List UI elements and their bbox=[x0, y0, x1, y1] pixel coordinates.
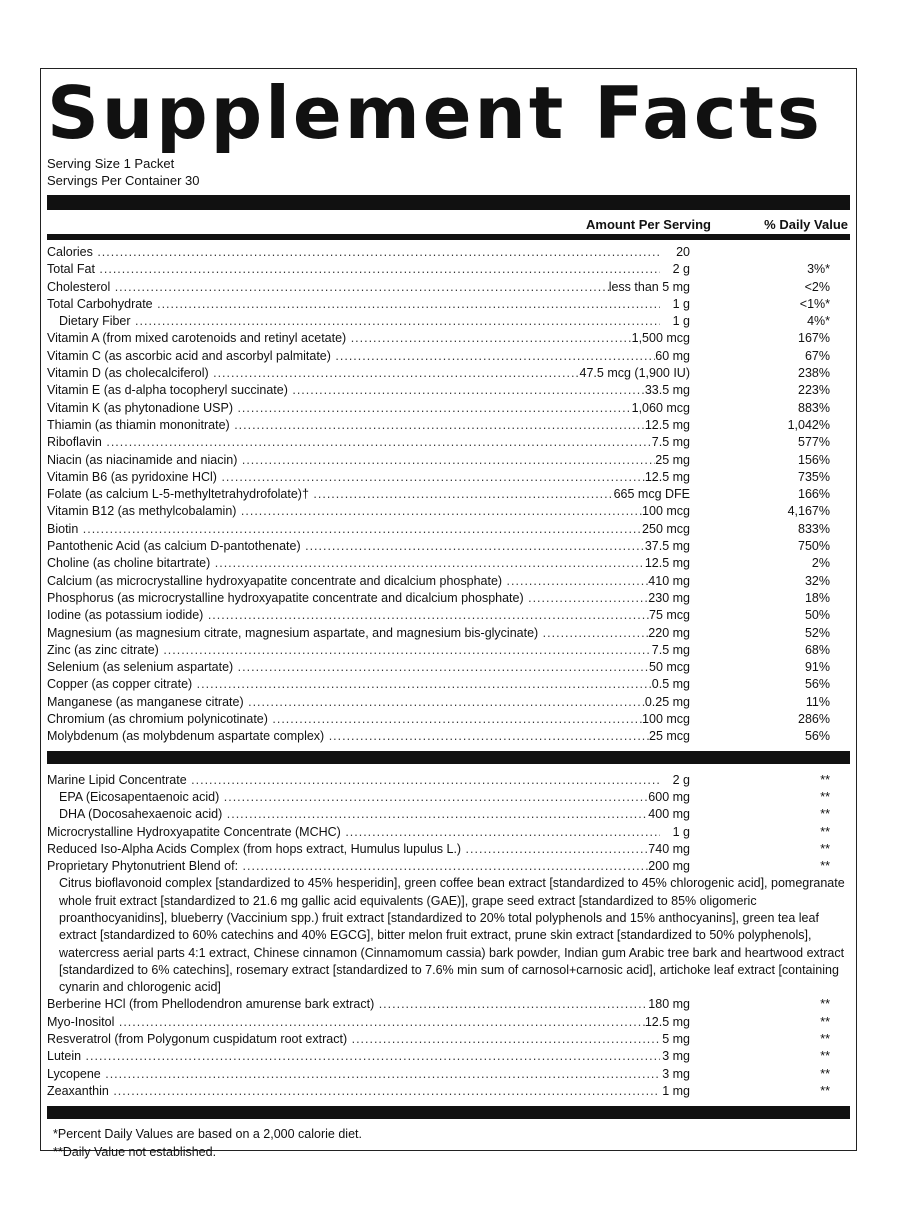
ingredient-daily-value bbox=[690, 1031, 850, 1048]
ingredient-row bbox=[47, 676, 850, 693]
blend-description: Citrus bioflavonoid complex [standardized to 45% hesperidin], green coffee bean extract [standardized to 45% chlorogenic acid], pomegranate whole fruit extract [standardized to 21.6 mg gallic acid equivalents (GAE)], grape seed extract [standardized to 85% oligomeric proanthocyanidins], blueberry (Vaccinium spp.) fruit extract [standardized to 20% total polyphenols and 15% anthocyanins], green tea leaf extract [standardized to 60% catechins and 40% EGCG], bitter melon fruit extract, prune skin extract [standardized to 50% polyphenols], watercress aerial parts 4:1 extract, Chinese cinnamon (Cinnamomum cassia) bark powder, Indian gum Arabic tree bark and heartwood extract [standardized to 6% catechins], rosemary extract [standardized to 7.6% min sum of carnosol+carnosic acid], artichoke leaf extract [containing cynarin and chlorogenic acid] bbox=[59, 876, 845, 995]
ingredient-daily-value bbox=[690, 555, 850, 572]
daily-value-text: ** bbox=[820, 789, 830, 804]
ingredient-amount: 0.25 mg bbox=[644, 694, 690, 709]
daily-value-text: 11% bbox=[805, 694, 830, 709]
ingredient-row bbox=[47, 348, 850, 365]
ingredient-daily-value bbox=[690, 365, 850, 382]
daily-value-text: 167% bbox=[798, 331, 830, 346]
ingredient-name: Vitamin A (from mixed carotenoids and retinyl acetate) ..... bbox=[47, 330, 632, 347]
ingredient-name: EPA (Eicosapentaenoic acid) ..... bbox=[47, 789, 648, 806]
ingredient-row bbox=[47, 434, 850, 451]
ingredient-row bbox=[47, 858, 850, 875]
ingredient-daily-value bbox=[690, 824, 850, 841]
daily-value-text: 4,167% bbox=[787, 504, 830, 519]
ingredient-daily-value bbox=[690, 694, 850, 711]
ingredient-row bbox=[47, 789, 850, 806]
ingredient-amount: 0.5 mg bbox=[651, 677, 690, 692]
supplement-facts-panel bbox=[40, 68, 857, 1160]
ingredient-amount: 1 g bbox=[672, 314, 690, 329]
ingredient-amount: 12.5 mg bbox=[644, 469, 690, 484]
ingredient-amount: 2 g bbox=[672, 262, 690, 277]
daily-value-text: ** bbox=[820, 841, 830, 856]
divider-thick bbox=[47, 195, 850, 210]
ingredient-row bbox=[47, 452, 850, 469]
ingredient-daily-value bbox=[690, 469, 850, 486]
ingredient-name: Zeaxanthin ..... bbox=[47, 1083, 660, 1100]
ingredient-daily-value bbox=[690, 279, 850, 296]
ingredient-amount: 1,060 mcg bbox=[631, 400, 690, 415]
ingredient-name: Vitamin D (as cholecalciferol) ..... bbox=[47, 365, 580, 382]
daily-value-text: ** bbox=[820, 1014, 830, 1029]
ingredient-name: Resveratrol (from Polygonum cuspidatum root extract) ..... bbox=[47, 1031, 660, 1048]
ingredient-row bbox=[47, 503, 850, 520]
ingredient-row bbox=[47, 296, 850, 313]
daily-value-text: ** bbox=[820, 1049, 830, 1064]
ingredient-amount: 25 mg bbox=[655, 452, 690, 467]
daily-value-text: ** bbox=[820, 807, 830, 822]
ingredient-amount: less than 5 mg bbox=[608, 279, 690, 294]
ingredient-row bbox=[47, 1031, 850, 1048]
daily-value-text: 56% bbox=[804, 729, 830, 744]
divider-section bbox=[47, 1106, 850, 1119]
nutrient-list bbox=[47, 244, 850, 746]
ingredient-row bbox=[47, 711, 850, 728]
ingredient-name: Lutein ..... bbox=[47, 1048, 660, 1065]
ingredient-row bbox=[47, 806, 850, 823]
ingredient-row bbox=[47, 694, 850, 711]
serving-size: Serving Size 1 Packet bbox=[47, 156, 175, 171]
ingredient-name: Vitamin C (as ascorbic acid and ascorbyl palmitate) ..... bbox=[47, 348, 655, 365]
daily-value-text: ** bbox=[820, 824, 830, 839]
ingredient-amount: 1,500 mcg bbox=[631, 331, 690, 346]
ingredient-row bbox=[47, 772, 850, 789]
ingredient-daily-value bbox=[690, 330, 850, 347]
daily-value-text: 91% bbox=[804, 660, 830, 675]
ingredient-row bbox=[47, 538, 850, 555]
ingredient-amount: 410 mg bbox=[648, 573, 690, 588]
daily-value-text: ** bbox=[820, 1066, 830, 1081]
ingredient-name: Manganese (as manganese citrate) ..... bbox=[47, 694, 645, 711]
ingredient-daily-value bbox=[690, 400, 850, 417]
ingredient-name: Total Carbohydrate ..... bbox=[47, 296, 660, 313]
ingredient-daily-value bbox=[690, 261, 850, 278]
daily-value-text: ** bbox=[820, 859, 830, 874]
ingredient-row bbox=[47, 365, 850, 382]
ingredient-daily-value bbox=[690, 1048, 850, 1065]
ingredient-name: Proprietary Phytonutrient Blend of: ..... bbox=[47, 858, 648, 875]
ingredient-daily-value bbox=[690, 659, 850, 676]
ingredient-daily-value bbox=[690, 348, 850, 365]
ingredient-daily-value bbox=[690, 573, 850, 590]
ingredient-daily-value bbox=[690, 1014, 850, 1031]
daily-value-text: 750% bbox=[798, 539, 830, 554]
ingredient-name: Thiamin (as thiamin mononitrate) ..... bbox=[47, 417, 645, 434]
daily-value-text: 56% bbox=[804, 677, 830, 692]
ingredient-daily-value bbox=[690, 313, 850, 330]
ingredient-daily-value bbox=[690, 858, 850, 875]
daily-value-text: 238% bbox=[798, 366, 830, 381]
ingredient-name: Magnesium (as magnesium citrate, magnesium aspartate, and magnesium bis-glycinate) ..... bbox=[47, 625, 648, 642]
page-title: Supplement Facts bbox=[47, 71, 823, 155]
ingredient-amount: 25 mcg bbox=[649, 729, 690, 744]
ingredient-row bbox=[47, 573, 850, 590]
amount-per-serving-header: Amount Per Serving bbox=[586, 217, 711, 232]
divider-section bbox=[47, 751, 850, 764]
ingredient-name: Niacin (as niacinamide and niacin) ..... bbox=[47, 452, 655, 469]
ingredient-name: Riboflavin ..... bbox=[47, 434, 652, 451]
ingredient-name: Phosphorus (as microcrystalline hydroxyapatite concentrate and dicalcium phosphate) ..... bbox=[47, 590, 648, 607]
daily-value-text: 833% bbox=[798, 521, 830, 536]
ingredient-daily-value bbox=[690, 244, 850, 261]
ingredient-amount: 12.5 mg bbox=[644, 1014, 690, 1029]
ingredient-row bbox=[47, 330, 850, 347]
ingredient-row bbox=[47, 1083, 850, 1100]
ingredient-daily-value bbox=[690, 417, 850, 434]
daily-value-text: 3%* bbox=[807, 262, 830, 277]
ingredient-daily-value bbox=[690, 452, 850, 469]
ingredient-row bbox=[47, 261, 850, 278]
ingredient-name: Molybdenum (as molybdenum aspartate complex) ..... bbox=[47, 728, 649, 745]
ingredient-name: Selenium (as selenium aspartate) ..... bbox=[47, 659, 649, 676]
ingredient-amount: 47.5 mcg (1,900 IU) bbox=[579, 366, 690, 381]
ingredient-amount: 75 mcg bbox=[649, 608, 690, 623]
daily-value-text: 67% bbox=[804, 348, 830, 363]
ingredient-row bbox=[47, 400, 850, 417]
ingredient-amount: 665 mcg DFE bbox=[613, 487, 690, 502]
ingredient-row bbox=[47, 659, 850, 676]
ingredient-amount: 33.5 mg bbox=[644, 383, 690, 398]
other-ingredient-list bbox=[47, 772, 850, 876]
ingredient-amount: 37.5 mg bbox=[644, 539, 690, 554]
daily-value-text: 32% bbox=[804, 573, 830, 588]
ingredient-name: Total Fat ..... bbox=[47, 261, 660, 278]
ingredient-amount: 180 mg bbox=[648, 997, 690, 1012]
ingredient-amount: 230 mg bbox=[648, 590, 690, 605]
daily-value-text: 223% bbox=[798, 383, 830, 398]
ingredient-row bbox=[47, 841, 850, 858]
ingredient-name: Lycopene ..... bbox=[47, 1066, 660, 1083]
ingredient-name: Cholesterol ..... bbox=[47, 279, 609, 296]
ingredient-row bbox=[47, 728, 850, 745]
daily-value-text: 1,042% bbox=[787, 417, 830, 432]
ingredient-name: Dietary Fiber ..... bbox=[47, 313, 660, 330]
ingredient-daily-value bbox=[690, 590, 850, 607]
ingredient-amount: 1 mg bbox=[662, 1083, 690, 1098]
ingredient-amount: 100 mcg bbox=[642, 712, 690, 727]
ingredient-row bbox=[47, 486, 850, 503]
ingredient-name: Copper (as copper citrate) ..... bbox=[47, 676, 652, 693]
ingredient-amount: 1 g bbox=[672, 296, 690, 311]
ingredient-name: Zinc (as zinc citrate) ..... bbox=[47, 642, 652, 659]
ingredient-daily-value bbox=[690, 538, 850, 555]
daily-value-text: 735% bbox=[798, 469, 830, 484]
ingredient-row bbox=[47, 625, 850, 642]
daily-value-text: ** bbox=[820, 772, 830, 787]
ingredient-amount: 400 mg bbox=[648, 807, 690, 822]
ingredient-name: Berberine HCl (from Phellodendron amurense bark extract) ..... bbox=[47, 996, 648, 1013]
footnote-daily-value: *Percent Daily Values are based on a 2,000 calorie diet. bbox=[53, 1127, 362, 1142]
ingredient-row bbox=[47, 279, 850, 296]
ingredient-daily-value bbox=[690, 642, 850, 659]
ingredient-amount: 7.5 mg bbox=[651, 435, 690, 450]
ingredient-name: Calcium (as microcrystalline hydroxyapatite concentrate and dicalcium phosphate) ..... bbox=[47, 573, 648, 590]
ingredient-daily-value bbox=[690, 1066, 850, 1083]
ingredient-amount: 740 mg bbox=[648, 841, 690, 856]
ingredient-daily-value bbox=[690, 772, 850, 789]
daily-value-text: 50% bbox=[804, 608, 830, 623]
ingredient-name: DHA (Docosahexaenoic acid) ..... bbox=[47, 806, 648, 823]
ingredient-name: Microcrystalline Hydroxyapatite Concentrate (MCHC) ..... bbox=[47, 824, 660, 841]
daily-value-text: 18% bbox=[804, 590, 830, 605]
ingredient-amount: 100 mcg bbox=[642, 504, 690, 519]
ingredient-name: Biotin ..... bbox=[47, 521, 642, 538]
ingredient-amount: 12.5 mg bbox=[644, 556, 690, 571]
daily-value-text: <1%* bbox=[799, 296, 830, 311]
ingredient-amount: 20 bbox=[676, 245, 690, 259]
ingredient-amount: 50 mcg bbox=[649, 660, 690, 675]
ingredient-row bbox=[47, 313, 850, 330]
ingredient-amount: 3 mg bbox=[662, 1066, 690, 1081]
ingredient-amount: 3 mg bbox=[662, 1049, 690, 1064]
ingredient-name: Choline (as choline bitartrate) ..... bbox=[47, 555, 645, 572]
ingredient-daily-value bbox=[690, 676, 850, 693]
ingredient-amount: 2 g bbox=[672, 772, 690, 787]
ingredient-row bbox=[47, 521, 850, 538]
ingredient-row bbox=[47, 607, 850, 624]
ingredient-name: Chromium (as chromium polynicotinate) ..... bbox=[47, 711, 642, 728]
ingredient-amount: 7.5 mg bbox=[651, 642, 690, 657]
ingredient-daily-value bbox=[690, 996, 850, 1013]
ingredient-daily-value bbox=[690, 503, 850, 520]
daily-value-text: 68% bbox=[804, 642, 830, 657]
ingredient-name: Reduced Iso-Alpha Acids Complex (from hops extract, Humulus lupulus L.) ..... bbox=[47, 841, 648, 858]
ingredient-name: Folate (as calcium L-5-methyltetrahydrofolate)† ..... bbox=[47, 486, 614, 503]
ingredient-daily-value bbox=[690, 625, 850, 642]
ingredient-daily-value bbox=[690, 728, 850, 745]
daily-value-text: 52% bbox=[804, 625, 830, 640]
ingredient-amount: 60 mg bbox=[655, 348, 690, 363]
ingredient-amount: 1 g bbox=[672, 824, 690, 839]
ingredient-daily-value bbox=[690, 711, 850, 728]
ingredient-row bbox=[47, 642, 850, 659]
daily-value-text: ** bbox=[820, 1032, 830, 1047]
ingredient-row bbox=[47, 382, 850, 399]
ingredient-row bbox=[47, 555, 850, 572]
ingredient-name: Vitamin B6 (as pyridoxine HCl) ..... bbox=[47, 469, 645, 486]
daily-value-text: 577% bbox=[798, 435, 830, 450]
ingredient-name: Calories ..... bbox=[47, 244, 660, 261]
ingredient-row bbox=[47, 996, 850, 1013]
daily-value-text: 4%* bbox=[807, 314, 830, 329]
ingredient-name: Iodine (as potassium iodide) ..... bbox=[47, 607, 649, 624]
ingredient-daily-value bbox=[690, 296, 850, 313]
ingredient-amount: 250 mcg bbox=[642, 521, 690, 536]
ingredient-amount: 12.5 mg bbox=[644, 417, 690, 432]
ingredient-row bbox=[47, 469, 850, 486]
ingredient-daily-value bbox=[690, 789, 850, 806]
ingredient-name: Vitamin K (as phytonadione USP) ..... bbox=[47, 400, 632, 417]
ingredient-daily-value bbox=[690, 382, 850, 399]
ingredient-row bbox=[47, 590, 850, 607]
ingredient-amount: 220 mg bbox=[648, 625, 690, 640]
ingredient-daily-value bbox=[690, 1083, 850, 1100]
ingredient-name: Vitamin E (as d-alpha tocopheryl succinate) ..... bbox=[47, 382, 645, 399]
ingredient-amount: 200 mg bbox=[648, 859, 690, 874]
daily-value-text: 286% bbox=[798, 712, 830, 727]
ingredient-amount: 5 mg bbox=[662, 1032, 690, 1047]
daily-value-text: 883% bbox=[798, 400, 830, 415]
ingredient-daily-value bbox=[690, 806, 850, 823]
ingredient-row bbox=[47, 1066, 850, 1083]
ingredient-row bbox=[47, 824, 850, 841]
ingredient-row bbox=[47, 417, 850, 434]
daily-value-text: ** bbox=[820, 1083, 830, 1098]
daily-value-text bbox=[828, 245, 830, 259]
ingredient-name: Pantothenic Acid (as calcium D-pantothenate) ..... bbox=[47, 538, 645, 555]
daily-value-text: <2% bbox=[804, 279, 830, 294]
ingredient-row bbox=[47, 244, 850, 261]
ingredient-daily-value bbox=[690, 841, 850, 858]
daily-value-header: % Daily Value bbox=[764, 217, 848, 232]
ingredient-daily-value bbox=[690, 486, 850, 503]
footnote-not-established: **Daily Value not established. bbox=[53, 1145, 217, 1160]
ingredient-row bbox=[47, 1014, 850, 1031]
ingredient-name: Myo-Inositol ..... bbox=[47, 1014, 645, 1031]
ingredient-daily-value bbox=[690, 607, 850, 624]
ingredient-row bbox=[47, 1048, 850, 1065]
servings-per-container: Servings Per Container 30 bbox=[47, 173, 200, 188]
daily-value-text: 156% bbox=[798, 452, 830, 467]
ingredient-name: Marine Lipid Concentrate ..... bbox=[47, 772, 660, 789]
column-header bbox=[47, 210, 850, 234]
other-ingredient-list-2 bbox=[47, 996, 850, 1100]
ingredient-name: Vitamin B12 (as methylcobalamin) ..... bbox=[47, 503, 642, 520]
ingredient-daily-value bbox=[690, 434, 850, 451]
ingredient-amount: 600 mg bbox=[648, 789, 690, 804]
daily-value-text: 2% bbox=[811, 556, 830, 571]
daily-value-text: 166% bbox=[798, 487, 830, 502]
daily-value-text: ** bbox=[820, 997, 830, 1012]
ingredient-daily-value bbox=[690, 521, 850, 538]
